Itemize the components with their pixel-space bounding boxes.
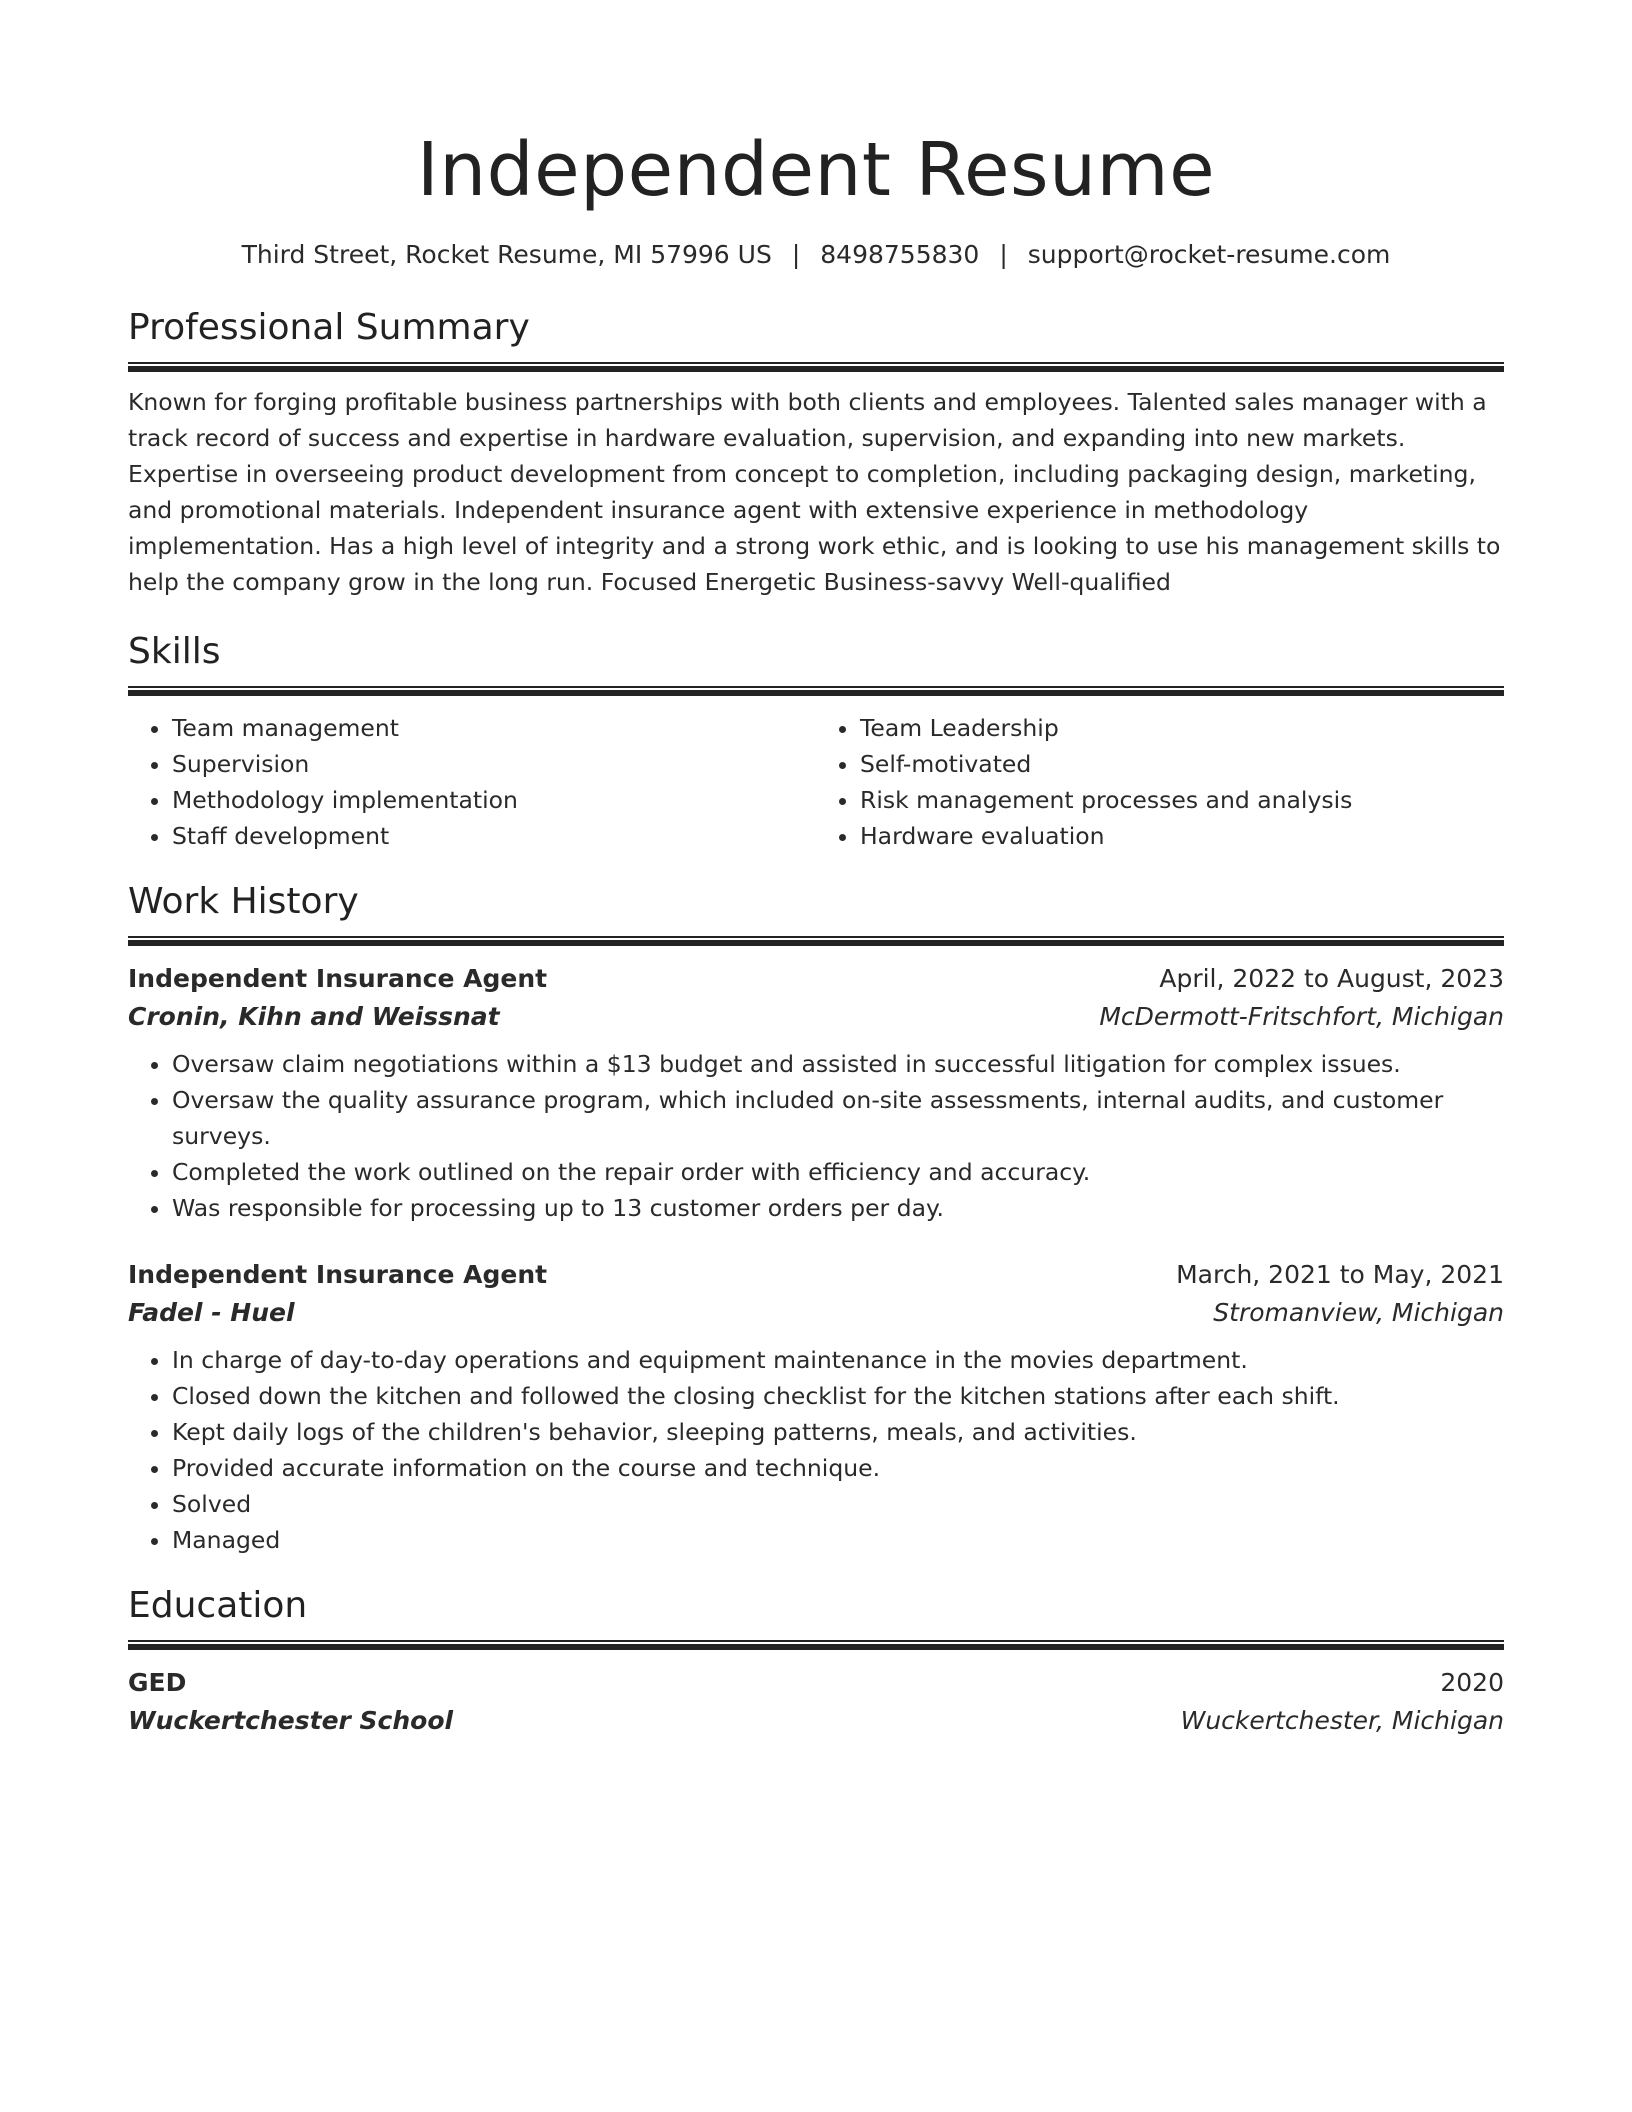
skill-item: • Methodology implementation (172, 782, 816, 818)
skill-item: • Supervision (172, 746, 816, 782)
job-employer-row (128, 1294, 1504, 1332)
job-dates: April, 2022 to August, 2023 (1159, 964, 1504, 993)
education-school-row (128, 1702, 1504, 1740)
education-degree: GED (128, 1668, 187, 1697)
skills-column-left (128, 710, 816, 854)
job-location: McDermott-Fritschfort, Michigan (1099, 1002, 1504, 1031)
education-location: Wuckertchester, Michigan (1180, 1706, 1504, 1735)
job-entry (128, 1256, 1504, 1558)
job-bullet: • Closed down the kitchen and followed the closing checklist for the kitchen stations after each shift. (172, 1378, 1504, 1414)
job-header-row (128, 1256, 1504, 1294)
skills-columns (128, 710, 1504, 854)
skill-item: • Risk management processes and analysis (860, 782, 1504, 818)
education-section (128, 1582, 1504, 1740)
contact-address: Third Street, Rocket Resume, MI 57996 US (241, 240, 772, 269)
skill-item: • Self-motivated (860, 746, 1504, 782)
skill-item: • Team management (172, 710, 816, 746)
work-section (128, 878, 1504, 1558)
job-bullet: • Was responsible for processing up to 13 customer orders per day. (172, 1190, 1504, 1226)
section-title-education: Education (128, 1585, 308, 1626)
resume-name: Independent Resume (416, 127, 1216, 213)
skills-section (128, 628, 1504, 854)
section-divider (128, 1640, 1504, 1650)
summary-section (128, 304, 1504, 600)
skills-column-right (816, 710, 1504, 854)
job-bullet: • In charge of day-to-day operations and equipment maintenance in the movies department. (172, 1342, 1504, 1378)
contact-email: support@rocket-resume.com (1027, 240, 1391, 269)
job-entry (128, 960, 1504, 1226)
skill-item: • Hardware evaluation (860, 818, 1504, 854)
skill-item: • Team Leadership (860, 710, 1504, 746)
job-bullet: • Provided accurate information on the course and technique. (172, 1450, 1504, 1486)
job-bullet: • Solved (172, 1486, 1504, 1522)
section-title-skills: Skills (128, 631, 221, 672)
job-bullets (128, 1342, 1504, 1558)
skill-item: • Staff development (172, 818, 816, 854)
contact-line (128, 238, 1504, 272)
job-dates: March, 2021 to May, 2021 (1176, 1260, 1504, 1289)
job-bullet: • Oversaw claim negotiations within a $13 budget and assisted in successful litigation for complex issues. (172, 1046, 1504, 1082)
section-title-work: Work History (128, 881, 359, 922)
contact-phone: 8498755830 (820, 240, 980, 269)
education-school: Wuckertchester School (128, 1706, 454, 1735)
contact-separator: | (999, 240, 1008, 269)
job-bullet: • Managed (172, 1522, 1504, 1558)
job-location: Stromanview, Michigan (1213, 1298, 1504, 1327)
section-divider (128, 936, 1504, 946)
job-title: Independent Insurance Agent (128, 964, 548, 993)
job-title: Independent Insurance Agent (128, 1260, 548, 1289)
education-header-row (128, 1664, 1504, 1702)
job-bullet: • Completed the work outlined on the repair order with efficiency and accuracy. (172, 1154, 1504, 1190)
job-bullet: • Oversaw the quality assurance program, which included on-site assessments, internal audits, and customer surveys. (172, 1082, 1504, 1154)
education-entry (128, 1664, 1504, 1740)
section-title-summary: Professional Summary (128, 307, 530, 348)
section-divider (128, 686, 1504, 696)
contact-separator: | (791, 240, 801, 269)
job-header-row (128, 960, 1504, 998)
education-year: 2020 (1440, 1668, 1504, 1697)
job-employer: Fadel - Huel (128, 1298, 295, 1327)
summary-text: Known for forging profitable business partnerships with both clients and employees. Talented sales manager with a track record of success and expertise in hardware evaluation, supervision, and expanding into new markets. Expertise in overseeing product development from concept to completion, including packaging design, marketing, and promotional materials. Independent insurance agent with extensive experience in methodology implementation. Has a high level of integrity and a strong work ethic, and is looking to use his management skills to help the company grow in the long run. Focused Energetic Business-savvy Well-qualified (128, 388, 1501, 596)
job-employer-row (128, 998, 1504, 1036)
job-bullets (128, 1046, 1504, 1226)
job-employer: Cronin, Kihn and Weissnat (128, 1002, 500, 1031)
section-divider (128, 362, 1504, 372)
job-bullet: • Kept daily logs of the children's behavior, sleeping patterns, meals, and activities. (172, 1414, 1504, 1450)
